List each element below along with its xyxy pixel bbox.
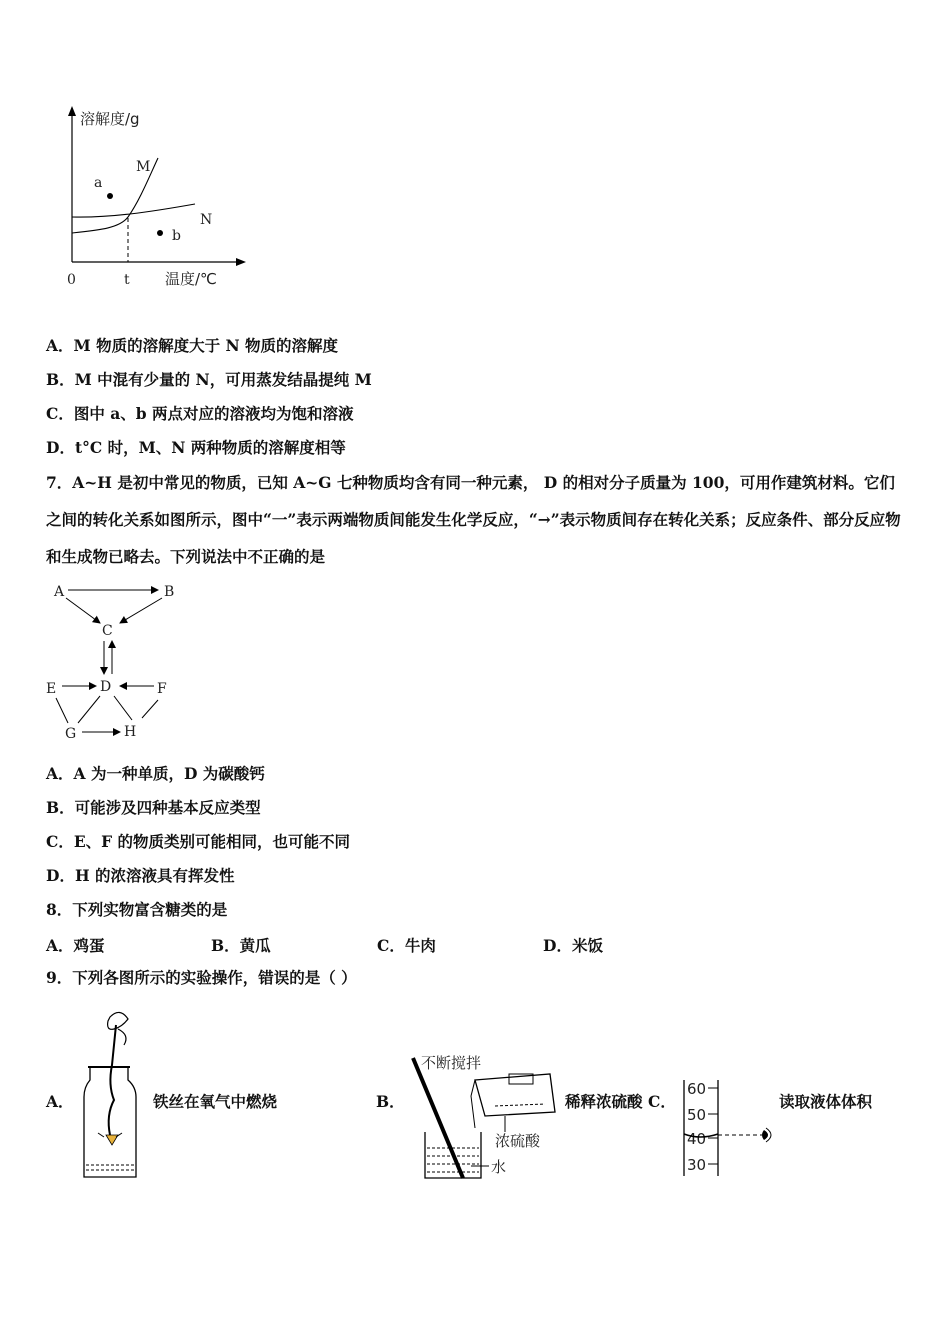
point-a-label: a xyxy=(94,175,103,191)
q6-option-c[interactable]: C．图中 a、b 两点对应的溶液均为饱和溶液 xyxy=(46,404,354,423)
origin-label: 0 xyxy=(67,272,76,288)
q7-option-a[interactable]: A．A 为一种单质，D 为碳酸钙 xyxy=(46,764,265,783)
node-h: H xyxy=(124,724,137,740)
node-f: F xyxy=(157,681,167,697)
dilute-acid-illustration xyxy=(405,1050,565,1182)
q9-option-b-caption: 稀释浓硫酸 xyxy=(565,1092,643,1111)
q9-option-b-letter[interactable]: B． xyxy=(376,1092,405,1111)
q9-option-c-caption: 读取液体体积 xyxy=(779,1092,873,1111)
x-axis-label: 温度/℃ xyxy=(165,270,217,288)
tick-30: 30 xyxy=(687,1156,707,1174)
q8-option-d[interactable]: D．米饭 xyxy=(543,936,603,955)
q8-option-b[interactable]: B．黄瓜 xyxy=(211,936,271,955)
q7-option-c[interactable]: C．E、F 的物质类别可能相同，也可能不同 xyxy=(46,832,351,851)
tick-60: 60 xyxy=(687,1080,707,1098)
q9-option-a-caption: 铁丝在氧气中燃烧 xyxy=(153,1092,278,1111)
iron-wire-burning-illustration xyxy=(78,1005,148,1180)
tick-50: 50 xyxy=(687,1106,707,1124)
graduated-cylinder-illustration xyxy=(680,1078,780,1178)
q8-option-c[interactable]: C．牛肉 xyxy=(377,936,436,955)
y-axis-label: 溶解度/g xyxy=(80,110,140,128)
node-e: E xyxy=(46,681,57,697)
water-label: 水 xyxy=(491,1158,507,1176)
q8-stem: 8．下列实物富含糖类的是 xyxy=(46,900,228,919)
node-g: G xyxy=(65,726,77,742)
q7-option-b[interactable]: B．可能涉及四种基本反应类型 xyxy=(46,798,261,817)
q8-option-a[interactable]: A．鸡蛋 xyxy=(46,936,105,955)
curve-n-label: N xyxy=(200,212,213,228)
q9-stem: 9．下列各图所示的实验操作，错误的是（ ） xyxy=(46,968,357,987)
acid-label: 浓硫酸 xyxy=(495,1132,541,1150)
q7-stem: 7．A~H 是初中常见的物质，已知 A~G 七种物质均含有同一种元素， D 的相对分子质量为 100，可用作建筑材料。它们之间的转化关系如图所示，图中“一”表示两端物质间能发生化学反应，“→”表示物质间存在转化关系；反应条件、部分反应物和生成物已略去。下列说法中不正确的是 xyxy=(46,473,901,566)
q6-option-d[interactable]: D．t°C 时，M、N 两种物质的溶解度相等 xyxy=(46,438,346,457)
q7-option-d[interactable]: D．H 的浓溶液具有挥发性 xyxy=(46,866,235,885)
q9-option-c-letter[interactable]: C． xyxy=(648,1092,676,1111)
q7-relation-diagram xyxy=(40,578,190,748)
solubility-graph xyxy=(40,100,260,295)
node-c: C xyxy=(102,623,113,639)
t-tick-label: t xyxy=(124,272,130,288)
curve-m-label: M xyxy=(136,159,151,175)
q6-option-b[interactable]: B．M 中混有少量的 N，可用蒸发结晶提纯 M xyxy=(46,370,372,389)
node-a: A xyxy=(54,584,65,600)
point-b-label: b xyxy=(172,228,181,244)
q6-option-a[interactable]: A．M 物质的溶解度大于 N 物质的溶解度 xyxy=(46,336,339,355)
tick-40: 40 xyxy=(687,1130,707,1148)
stir-label: 不断搅拌 xyxy=(421,1054,482,1072)
node-b: B xyxy=(164,584,175,600)
node-d: D xyxy=(100,679,112,695)
q9-option-a-letter[interactable]: A． xyxy=(46,1092,74,1111)
